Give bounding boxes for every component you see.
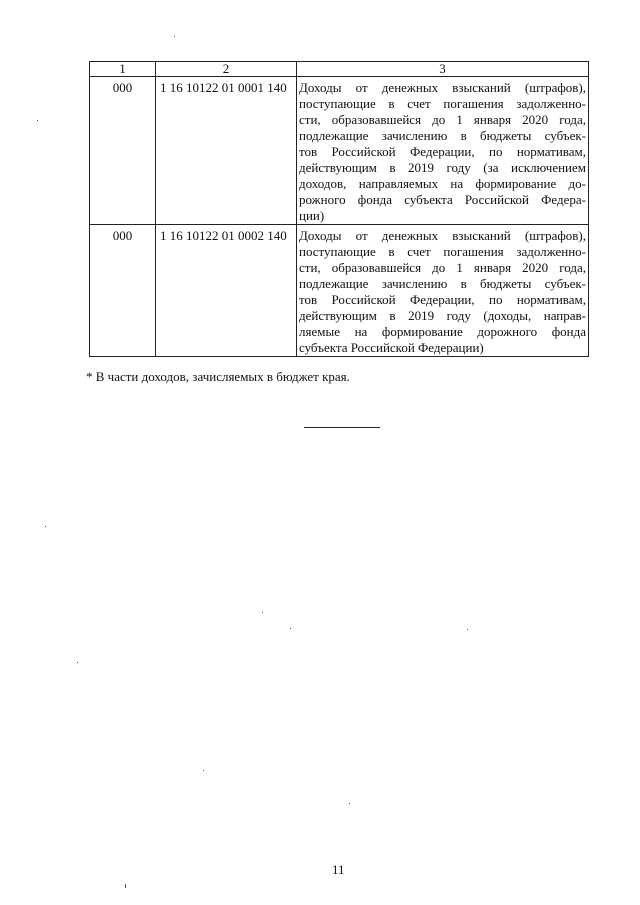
description-line: действующим в 2019 году (за исключением [299,160,586,175]
scan-speck [467,629,468,630]
table-row [90,225,589,357]
budget-code-cell: 1 16 10122 01 0001 140 [156,77,297,225]
description-line: подлежащие зачислению в бюджеты субъек- [299,276,586,291]
header-cell-1: 1 [90,62,156,77]
header-cell-2: 2 [156,62,297,77]
admin-code-cell: 000 [90,77,156,225]
scan-speck [45,526,46,527]
description-line: Доходы от денежных взысканий (штрафов), [299,228,586,243]
table-row [90,77,589,225]
section-divider [304,427,380,428]
description-line: ляемые на формирование дорожного фонда [299,324,586,339]
page-number: 11 [332,862,345,877]
description-line: ции) [299,208,325,223]
description-line: подлежащие зачислению в бюджеты субъек- [299,128,586,143]
description-cell [297,77,589,225]
admin-code-cell: 000 [90,225,156,357]
description-line: поступающие в счет погашения задолженно- [299,96,586,111]
footnote: * В части доходов, зачисляемых в бюджет края. [86,369,350,384]
description-cell [297,225,589,357]
scan-speck [125,884,126,888]
scan-speck [77,662,78,663]
description-line: тов Российской Федерации, по нормативам, [299,144,586,159]
description-line: действующим в 2019 году (доходы, направ- [299,308,586,323]
table-header-row [90,62,589,77]
scan-speck [37,120,38,121]
scan-speck [290,628,291,629]
scan-speck [349,803,350,804]
budget-code-cell: 1 16 10122 01 0002 140 [156,225,297,357]
budget-classification-table [89,61,589,357]
scan-speck [174,36,175,37]
description-line: доходов, направляемых на формирование до- [299,176,586,191]
header-cell-3: 3 [297,62,589,77]
scan-speck [203,770,204,771]
description-line: сти, образовавшейся до 1 января 2020 года, [299,112,586,127]
scan-speck [262,612,263,613]
description-line: сти, образовавшейся до 1 января 2020 года, [299,260,586,275]
description-line: поступающие в счет погашения задолженно- [299,244,586,259]
description-line: субъекта Российской Федерации) [299,340,484,355]
description-line: рожного фонда субъекта Российской Федера- [299,192,586,207]
description-line: тов Российской Федерации, по нормативам, [299,292,586,307]
description-line: Доходы от денежных взысканий (штрафов), [299,80,586,95]
